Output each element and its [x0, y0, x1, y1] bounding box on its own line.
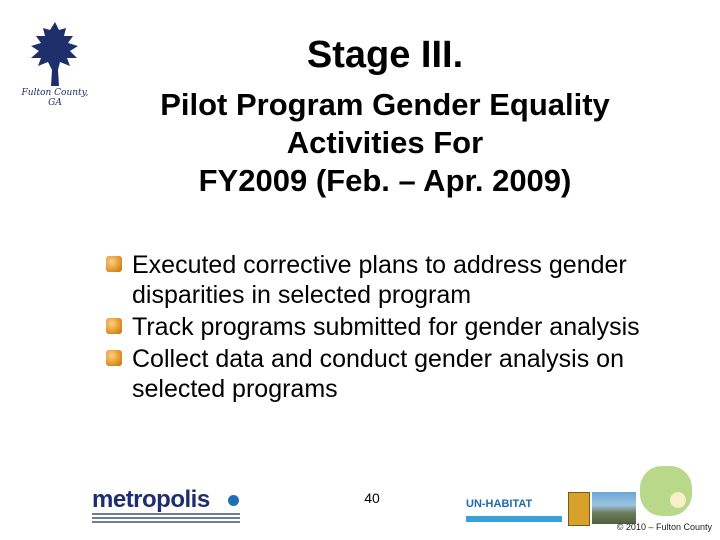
slide-title	[100, 32, 670, 200]
partner-logos	[466, 492, 636, 526]
world-urban-forum-logo	[568, 492, 590, 526]
metropolis-dot-icon	[228, 495, 239, 506]
bullet-item	[104, 312, 684, 342]
title-line-2: Pilot Program Gender Equality	[160, 87, 610, 122]
copyright: © 2010 – Fulton County	[616, 522, 712, 532]
bullet-list	[104, 250, 684, 406]
gender-equality-logo	[640, 466, 692, 516]
bullet-text: Collect data and conduct gender analysis on selected programs	[132, 345, 624, 403]
title-line-4: FY2009 (Feb. – Apr. 2009)	[198, 163, 572, 198]
title-line-1: Stage III.	[306, 34, 464, 76]
bullet-item	[104, 250, 684, 310]
city-photo	[592, 492, 636, 524]
bullet-icon	[106, 318, 122, 334]
bullet-text: Track programs submitted for gender analysis	[132, 313, 640, 341]
fulton-county-logo	[14, 20, 96, 112]
bullet-icon	[106, 350, 122, 366]
unhabitat-bar	[466, 516, 562, 522]
tree-icon	[26, 20, 84, 88]
bullet-text: Executed corrective plans to address gender disparities in selected program	[132, 251, 627, 309]
unhabitat-logo: UN-HABITAT	[466, 498, 533, 510]
metropolis-fine-print	[92, 513, 240, 525]
page-number: 40	[364, 490, 380, 506]
metropolis-logo	[88, 486, 248, 526]
bullet-item	[104, 344, 684, 404]
bullet-icon	[106, 256, 122, 272]
logo-background	[640, 466, 692, 516]
logo-caption: Fulton County, GA	[21, 88, 89, 108]
metropolis-wordmark: metropolis	[92, 486, 210, 513]
title-line-3: Activities For	[286, 125, 484, 160]
logo-circle-icon	[670, 492, 686, 508]
